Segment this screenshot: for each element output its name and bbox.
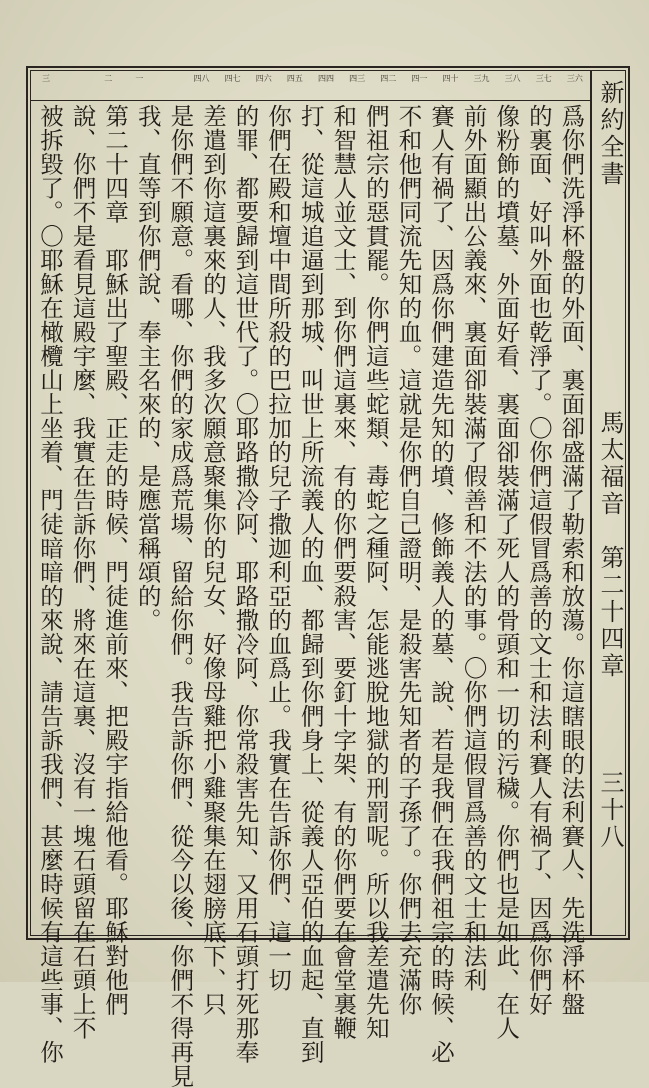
verse-number: 一 [135,74,144,83]
verse-number: 二 [104,74,113,83]
text-column: 你們在殿和壇中間所殺的巴拉加的兒子撒迦利亞的血爲止。我實在告訴你們、這一切 [264,104,293,992]
text-column: 前外面顯出公義來、裏面卻裝滿了假善和不法的事。〇你們這假冒爲善的文士和法利 [459,104,488,992]
verse-number-row [30,74,590,98]
verse-number: 三九 [473,74,490,83]
verse-number: 三 [42,74,50,83]
verse-number: 四六 [255,74,272,83]
text-column: 打、從這城追逼到那城、叫世上所流義人的血、都歸到你們身上、從義人亞伯的血起、直到 [296,104,325,1064]
text-column: 賽人有禍了、因爲你們建造先知的墳、修飾義人的墓、說、若是我們在我們祖宗的時候、必 [427,104,456,1064]
verse-number: 四三 [349,74,366,83]
verse-number: 四二 [380,74,397,83]
verse-number: 三七 [535,74,552,83]
verse-number: 四五 [286,74,303,83]
text-column: 是你們不願意。看哪、你們的家成爲荒場、留給你們。我告訴你們、從今以後、你們不得再見 [166,104,195,1088]
text-column: 我、直等到你們說、奉主名來的、是應當稱頌的。 [133,104,162,632]
text-column: 的罪、都要歸到這世代了。〇耶路撒冷阿、耶路撒冷阿、你常殺害先知、又用石頭打死那奉 [231,104,260,1064]
verse-number: 四八 [193,74,210,83]
text-column: 們祖宗的惡貫罷。你們這些蛇類、毒蛇之種阿、怎能逃脫地獄的刑罰呢。所以我差遣先知 [361,104,390,1040]
book-title: 新約全書 [596,80,624,188]
text-column: 被拆毀了。〇耶穌在橄欖山上坐着、門徒暗暗的來說、請告訴我們、甚麼時候有這些事、你 [36,104,64,1064]
page-number: 三十八 [596,770,624,851]
running-header [594,80,626,860]
header-divider [590,70,592,936]
verse-number: 四四 [318,74,334,83]
text-column: 的裏面、好叫外面也乾淨了。〇你們這假冒爲善的文士和法利賽人有禍了、因爲你們好 [524,104,553,1016]
text-column: 和智慧人並文士、到你們這裏來、有的你們要殺害、要釘十字架、有的你們要在會堂裏鞭 [329,104,358,1040]
text-column: 爲你們洗淨杯盤的外面、裏面卻盛滿了勒索和放蕩。你這瞎眼的法利賽人、先洗淨杯盤 [557,104,586,1016]
text-column: 像粉飾的墳墓、外面好看、裏面卻裝滿了死人的骨頭和一切的污穢。你們也是如此、在人 [492,104,521,1040]
verse-number: 四七 [224,74,241,83]
verse-number: 四一 [411,74,428,83]
scripture-text [34,104,588,1088]
text-column: 差遣到你這裏來的人、我多次願意聚集你的兒女、好像母雞把小雞聚集在翅膀底下、只 [198,104,227,1016]
verse-number: 三八 [504,74,521,83]
verse-number: 三六 [566,74,583,83]
text-column: 說、你們不是看見這殿宇麼、我實在告訴你們、將來在這裏、沒有一塊石頭留在石頭上不 [68,104,97,1040]
text-column: 不和他們同流先知的血。這就是你們自己證明、是殺害先知者的子孫了。你們去充滿你 [394,104,423,1016]
verse-number: 四十 [442,74,459,83]
verse-number-rule [30,100,590,101]
text-column: 第二十四章 耶穌出了聖殿、正走的時候、門徒進前來、把殿宇指給他看。耶穌對他們 [101,104,130,1016]
chapter-label: 馬太福音 第二十四章 [596,410,624,680]
